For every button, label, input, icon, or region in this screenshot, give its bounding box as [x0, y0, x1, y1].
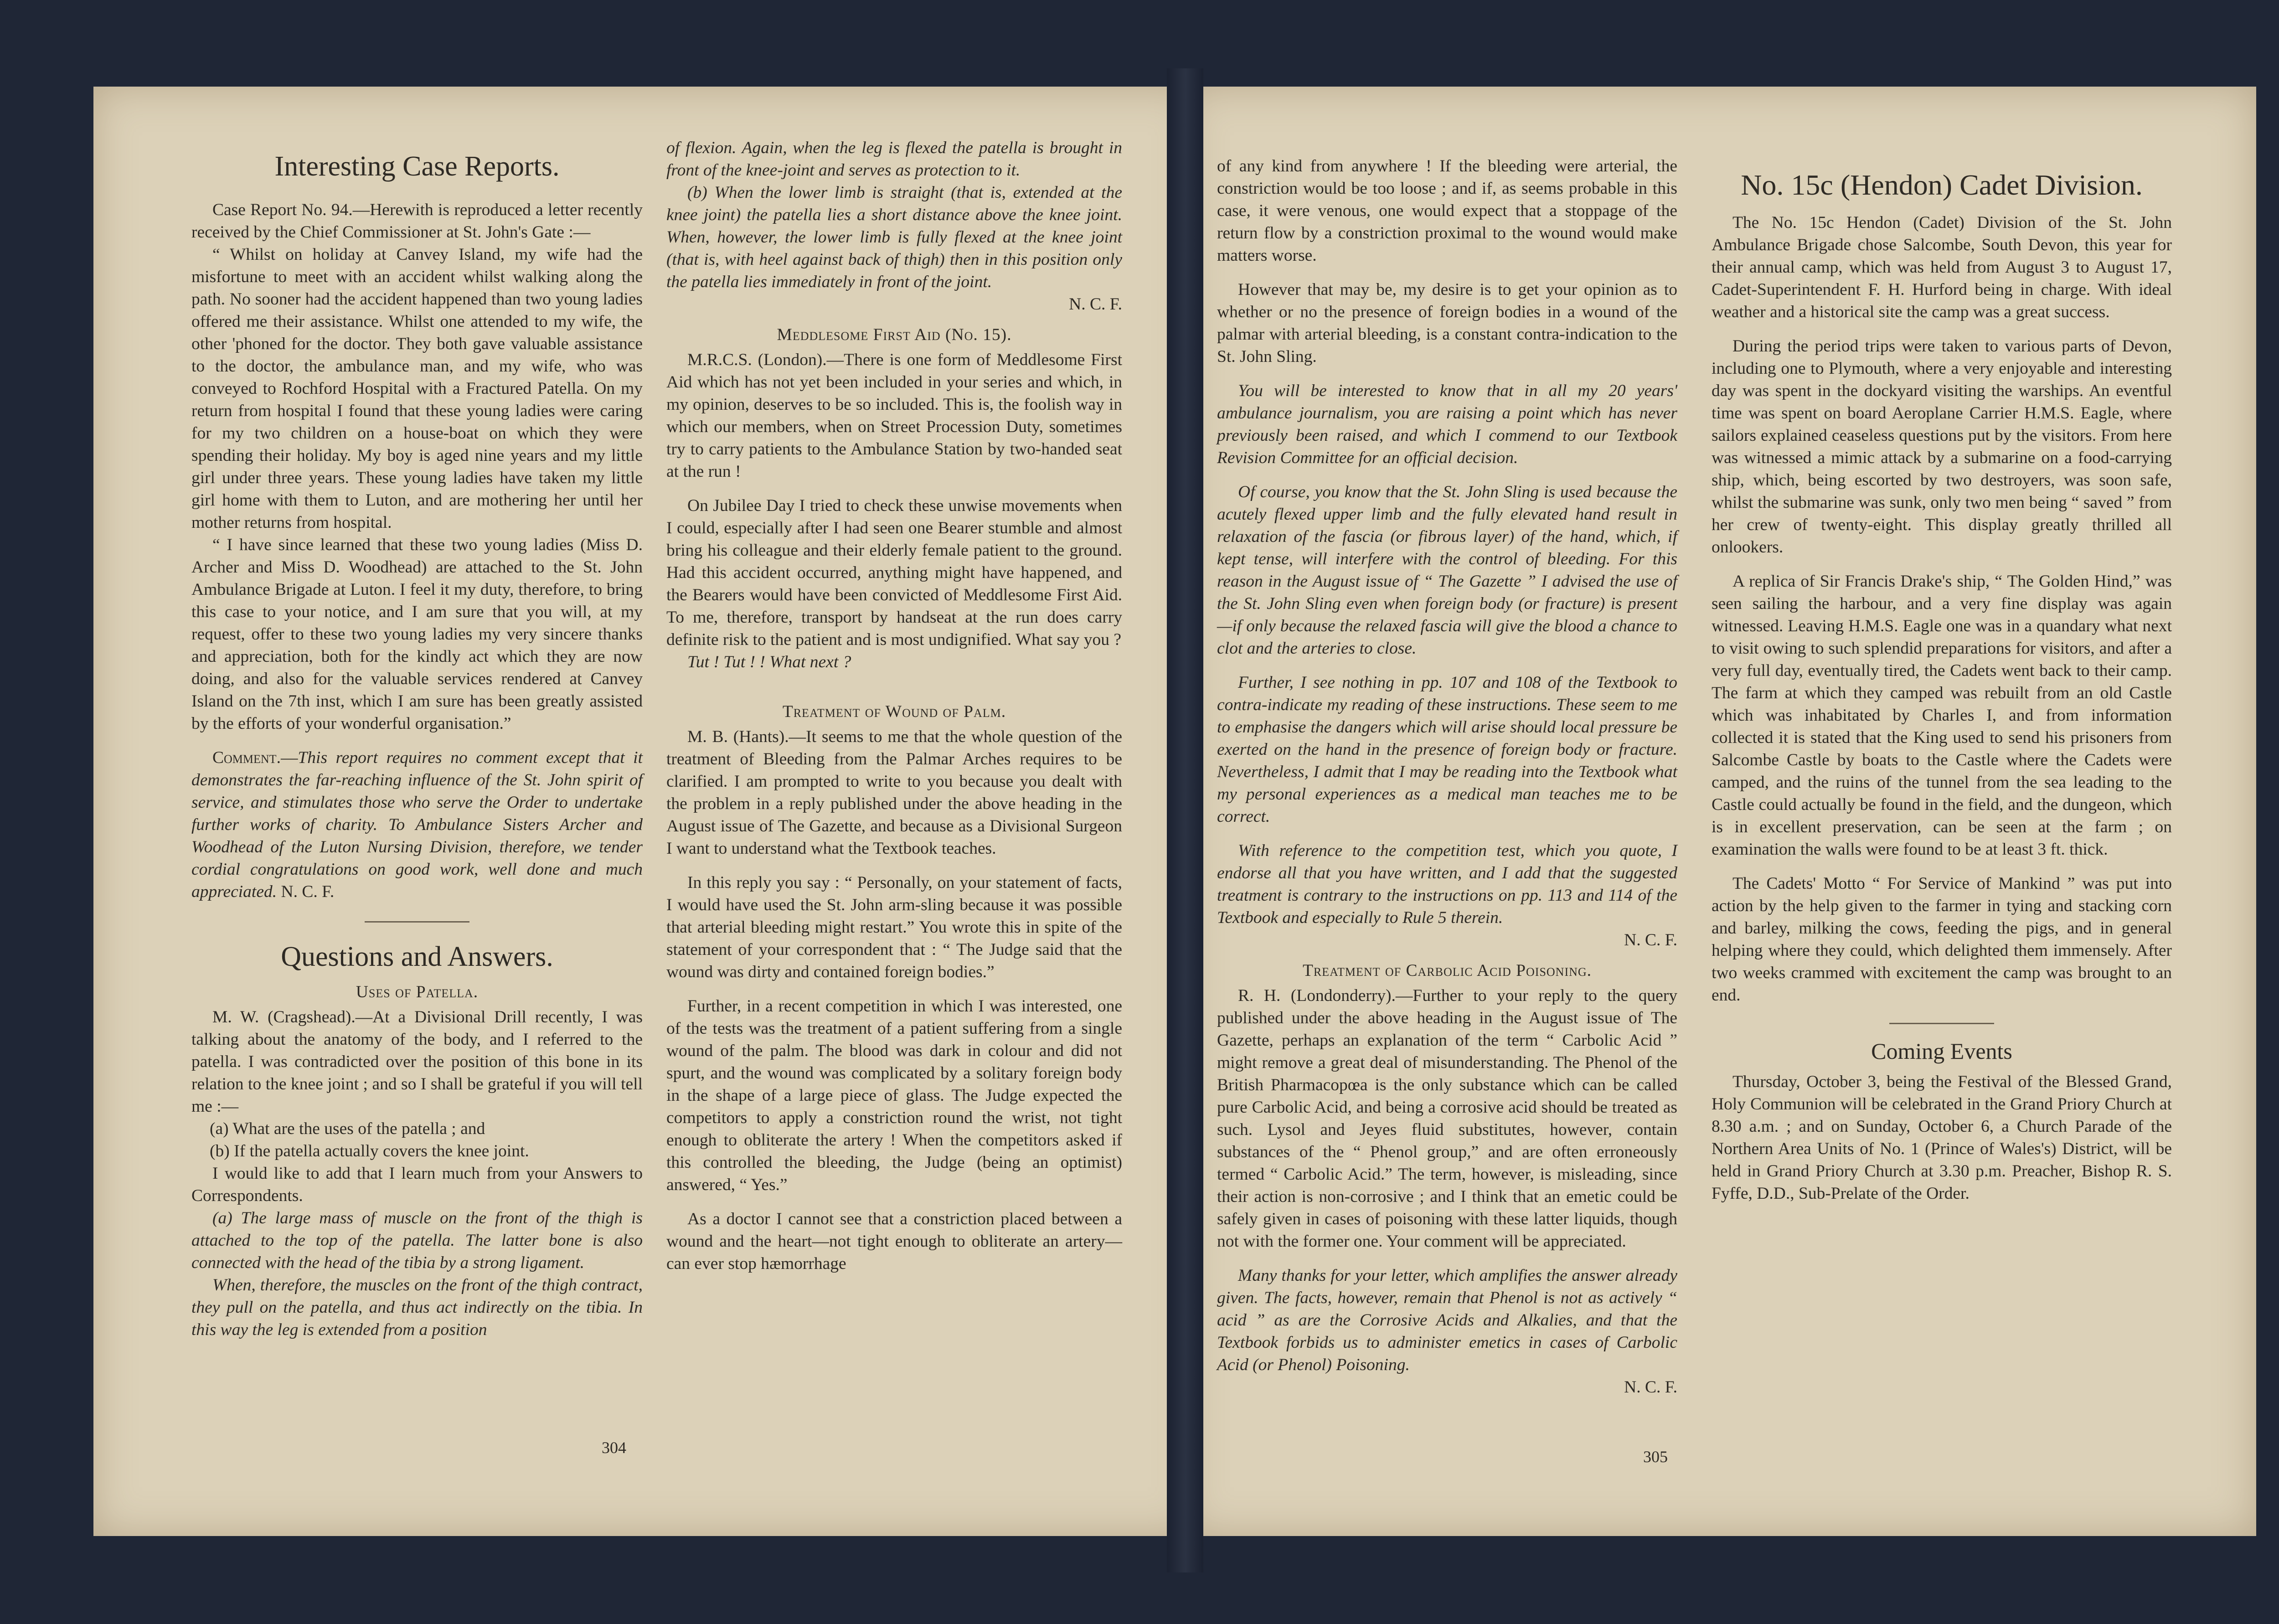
wound-palm-paragraph-4: As a doctor I cannot see that a constriction placed between a wound and the heart—not tight enough to obliterate an artery—can ever stop hæmorrhage	[666, 1210, 1122, 1273]
case-reports-heading: Interesting Case Reports.	[274, 151, 560, 182]
patella-question: M. W. (Cragshead).—At a Divisional Drill recently, I was talking about the anatomy of the body, and I referred to the patella. I was contradicted over the position of this bone in its relation to the knee joint ; and so I shall be grateful if you will tell me :—	[191, 1008, 643, 1116]
patella-question-closing: I would like to add that I learn much from your Answers to Correspondents.	[191, 1164, 643, 1205]
answer-b: (b) When the lower limb is straight (that is, extended at the knee joint) the patella lies a short distance above the knee joint. When, however, the lower limb is fully flexed at the knee joint (that is, with heel against back of thigh) then in this position only the patella lies immediately in front of the joint.	[666, 183, 1122, 291]
comment-label: Comment.—	[212, 748, 298, 767]
carbolic-reply: Many thanks for your letter, which amplifies the answer already given. The facts, however, remain that Phenol is not as actively “ acid ” as are the Corrosive Acids and Alkalies, and that the Textbook forbids us to administer emetics in cases of Carbolic Acid (or Phenol) Poisoning.	[1217, 1266, 1677, 1374]
comment-paragraph	[191, 747, 643, 903]
wound-palm-reply-1: You will be interested to know that in all my 20 years' ambulance journalism, you are raising a point which has never previously been raised, and which I commend to our Textbook Revision Committee for an official decision.	[1217, 382, 1677, 467]
page-number-left: 304	[602, 1438, 626, 1457]
answer-a: (a) The large mass of muscle on the front of the thigh is attached to the top of the patella. The latter bone is also connected with the head of the tibia by a strong ligament.	[191, 1209, 643, 1272]
wound-palm-paragraph-2: In this reply you say : “ Personally, on your statement of facts, I would have used the St. John arm-sling because it was possible that arterial bleeding might restart.” You wrote this in spite of the statement of your correspondent that : “ The Judge said that the wound was dirty and contained foreign bodies.”	[666, 873, 1122, 981]
meddlesome-reply: Tut ! Tut ! ! What next ?	[687, 653, 851, 671]
wound-palm-paragraph-3: Further, in a recent competition in which I was interested, one of the tests was the treatment of a patient suffering from a single wound of the palm. The blood was dark in colour and did not spurt, and the wound was complicated by a solitary foreign body in the shape of a large piece of glass. The Judge expected the competitors to apply a constriction round the wrist, not tight enough to obliterate the artery ! When the competitors asked if this controlled the bleeding, the Judge (being an optimist) answered, “ Yes.”	[666, 997, 1122, 1194]
wound-palm-reply-3: Further, I see nothing in pp. 107 and 108 of the Textbook to contra-indicate my reading of these instructions. These seem to me to emphasise the dangers which will arise should local pressure be exerted on the hand in the presence of foreign body or fracture. Nevertheless, I admit that I may be reading into the Textbook what my personal experiences as a medical man teaches me to be correct.	[1217, 673, 1677, 826]
wound-palm-continued: of any kind from anywhere ! If the bleeding were arterial, the constriction would be too loose ; and if, as seems probable in this case, it were venous, one would expect that a stoppage of the return flow by a constriction proximal to the wound would make matters worse.	[1217, 157, 1677, 265]
answer-a-continued: When, therefore, the muscles on the front of the thigh contract, they pull on the patella, and thus act indirectly on the tibia. In this way the leg is extended from a position	[191, 1276, 643, 1339]
section-divider	[365, 921, 469, 923]
wound-palm-reply-4: With reference to the competition test, which you quote, I endorse all that you have written, and I add that the suggested treatment is contrary to the instructions on pp. 113 and 114 of the Textbook and especially to Rule 5 therein.	[1217, 841, 1677, 927]
carbolic-signature: N. C. F.	[1624, 1378, 1677, 1397]
left-column-2	[666, 137, 1122, 1275]
hendon-paragraph-3: A replica of Sir Francis Drake's ship, “ The Golden Hind,” was seen sailing the harbour, and a very fine display was again witnessed. Leaving H.M.S. Eagle one was in a quandary what next to visit owing to such splendid preparations for visitors, and after a very full day, eventually tired, the Cadets went back to their camp. The farm at which they camped was rebuilt from an old Castle which was inhabitated by Charles I, and from information collected it is stated that the King used to send his prisoners from Salcombe Castle by boats to the Castle where the Cadets were camped, and the ruins of the tunnel from the sea leading to the Castle could actually be found in the field, and the dungeon, which is in excellent preservation, can be seen at the farm ; on examination the walls were found to be at least 3 ft. thick.	[1712, 572, 2172, 859]
comment-text: This report requires no comment except that it demonstrates the far-reaching influence of the St. John spirit of service, and stimulates those who serve the Order to undertake further works of charity. To Ambulance Sisters Archer and Woodhead of the Luton Nursing Division, therefore, we tender cordial congratulations on good work, well done and much appreciated.	[191, 748, 643, 901]
answer-signature: N. C. F.	[1069, 295, 1122, 314]
comment-signature: N. C. F.	[281, 882, 335, 901]
hendon-paragraph-2: During the period trips were taken to various parts of Devon, including one to Plymouth, where a very enjoyable and interesting day was spent in the dockyard visiting the warships. An eventful time was spent on board Aeroplane Carrier H.M.S. Eagle, where sailors explained ceaseless questions put by the visitors. From here was witnessed a mimic attack by a submarine on a food-carrying ship, which, being escorted by two destroyers, was soon safe, whilst the submarine was sunk, only two men being “ saved ” from her crew of twenty-eight. This display greatly thrilled all onlookers.	[1712, 337, 2172, 557]
carbolic-subheading: Treatment of Carbolic Acid Poisoning.	[1302, 961, 1592, 980]
left-column-1	[191, 150, 643, 1341]
right-column-2	[1712, 169, 2172, 1205]
case-report-intro: Case Report No. 94.—Herewith is reproduced a letter recently received by the Chief Commissioner at St. John's Gate :—	[191, 201, 643, 242]
wound-palm-signature: N. C. F.	[1624, 931, 1677, 949]
wound-palm-query: However that may be, my desire is to get your opinion as to whether or no the presence of foreign bodies in a wound of the palmar with arterial bleeding, is a constant contra-indication to the St. John Sling.	[1217, 280, 1677, 366]
question-item-b: (b) If the patella actually covers the knee joint.	[210, 1142, 529, 1160]
wound-palm-subheading: Treatment of Wound of Palm.	[782, 702, 1006, 721]
hendon-heading: No. 15c (Hendon) Cadet Division.	[1741, 169, 2143, 201]
coming-events-heading: Coming Events	[1871, 1038, 2012, 1064]
wound-palm-paragraph-1: M. B. (Hants).—It seems to me that the whole question of the treatment of Bleeding from the Palmar Arches requires to be clarified. I am prompted to write to you because you dealt with the problem in a reply published under the above heading in the August issue of The Gazette, and because as a Divisional Surgeon I want to understand what the Textbook teaches.	[666, 727, 1122, 858]
right-column-1	[1217, 155, 1677, 1398]
question-item-a: (a) What are the uses of the patella ; and	[210, 1119, 485, 1138]
gutter	[1167, 68, 1203, 1572]
hendon-paragraph-4: The Cadets' Motto “ For Service of Mankind ” was put into action by the help given to the farmer in tying and stacking corn and barley, milking the cows, feeding the pigs, and in general helping where they could, which delighted them immensely. After two weeks crammed with excitement the camp was brought to an end.	[1712, 874, 2172, 1005]
meddlesome-paragraph-2: On Jubilee Day I tried to check these unwise movements when I could, especially after I had seen one Bearer stumble and almost bring his colleague and their elderly female patient to the ground. Had this accident occurred, anything might have happened, and the Bearers would have been convicted of Meddlesome First Aid. To me, therefore, transport by handseat at the run does carry definite risk to the patient and is most undignified. What say you ?	[666, 496, 1122, 649]
letter-paragraph-2: “ I have since learned that these two young ladies (Miss D. Archer and Miss D. Woodhead) are attached to the St. John Ambulance Brigade at Luton. I feel it my duty, therefore, to bring this case to your notice, and I am sure that you will, at my request, offer to these two young ladies my very sincere thanks and appreciation, both for the kindly act which they are now doing, and also for the valuable services rendered at Canvey Island on the 7th inst, which I am sure has been greatly assisted by the efforts of your wonderful organisation.”	[191, 536, 643, 733]
coming-events-divider	[1889, 1023, 1994, 1024]
hendon-paragraph-1: The No. 15c Hendon (Cadet) Division of the St. John Ambulance Brigade chose Salcombe, South Devon, this year for their annual camp, which was held from August 3 to August 17, Cadet-Superintendent F. H. Hurford being in charge. With ideal weather and a historical site the camp was a great success.	[1712, 213, 2172, 321]
qa-heading: Questions and Answers.	[281, 941, 553, 972]
meddlesome-subheading: Meddlesome First Aid (No. 15).	[777, 325, 1012, 344]
coming-events-paragraph: Thursday, October 3, being the Festival of the Blessed Grand, Holy Communion will be celebrated in the Grand Priory Church at 8.30 a.m. ; and on Sunday, October 6, a Church Parade of the Northern Area Units of No. 1 (Prince of Wales's) District, will be held in Grand Priory Church at 3.30 p.m. Preacher, Bishop R. S. Fyffe, D.D., Sub-Prelate of the Order.	[1712, 1072, 2172, 1203]
carbolic-paragraph: R. H. (Londonderry).—Further to your reply to the query published under the above heading in the August issue of The Gazette, perhaps an explanation of the term “ Carbolic Acid ” might remove a great deal of misunderstanding. The Phenol of the British Pharmacopœa is the only substance which can be called pure Carbolic Acid, and being a corrosive acid should be treated as such. Lysol and Jeyes fluid substitutes, however, contain substances of the “ Phenol group,” and are often erroneously termed “ Carbolic Acid.” The term, however, is misleading, since their action is non-corrosive ; and I think that an emetic could be safely given in cases of poisoning with these latter liquids, though not with the former one. Your comment will be appreciated.	[1217, 986, 1677, 1251]
page-number-right: 305	[1643, 1448, 1668, 1466]
meddlesome-paragraph-1: M.R.C.S. (London).—There is one form of Meddlesome First Aid which has not yet been included in your series and which, in my opinion, deserves to be so included. This is, the foolish way in which our members, when on Street Procession Duty, sometimes try to carry patients to the Ambulance Station by two-handed seat at the run !	[666, 351, 1122, 481]
uses-of-patella-subheading: Uses of Patella.	[356, 983, 479, 1001]
answer-a-end: of flexion. Again, when the leg is flexed the patella is brought in front of the knee-joint and serves as protection to it.	[666, 139, 1122, 180]
letter-paragraph-1: “ Whilst on holiday at Canvey Island, my wife had the misfortune to meet with an accident whilst walking along the path. No sooner had the accident happened than two young ladies offered me their assistance. Whilst one attended to my wife, the other 'phoned for the doctor. They both gave valuable assistance to the doctor, the ambulance man, and my wife, who was conveyed to Rochford Hospital with a Fractured Patella. On my return from hospital I found that these young ladies were caring for my two children on a house-boat on which they were spending their holiday. My boy is aged nine years and my little girl under three years. These young ladies have taken my little girl home with them to Luton, and are mothering her until her mother returns from hospital.	[191, 245, 643, 532]
wound-palm-reply-2: Of course, you know that the St. John Sling is used because the acutely flexed upper limb and the fully elevated hand result in relaxation of the fascia (or fibrous layer) of the hand, which, if kept tense, will interfere with the control of bleeding. For this reason in the August issue of “ The Gazette ” I advised the use of the St. John Sling even when foreign body (or fracture) is present—if only because the relaxed fascia will give the blood a chance to clot and the arteries to close.	[1217, 483, 1677, 658]
